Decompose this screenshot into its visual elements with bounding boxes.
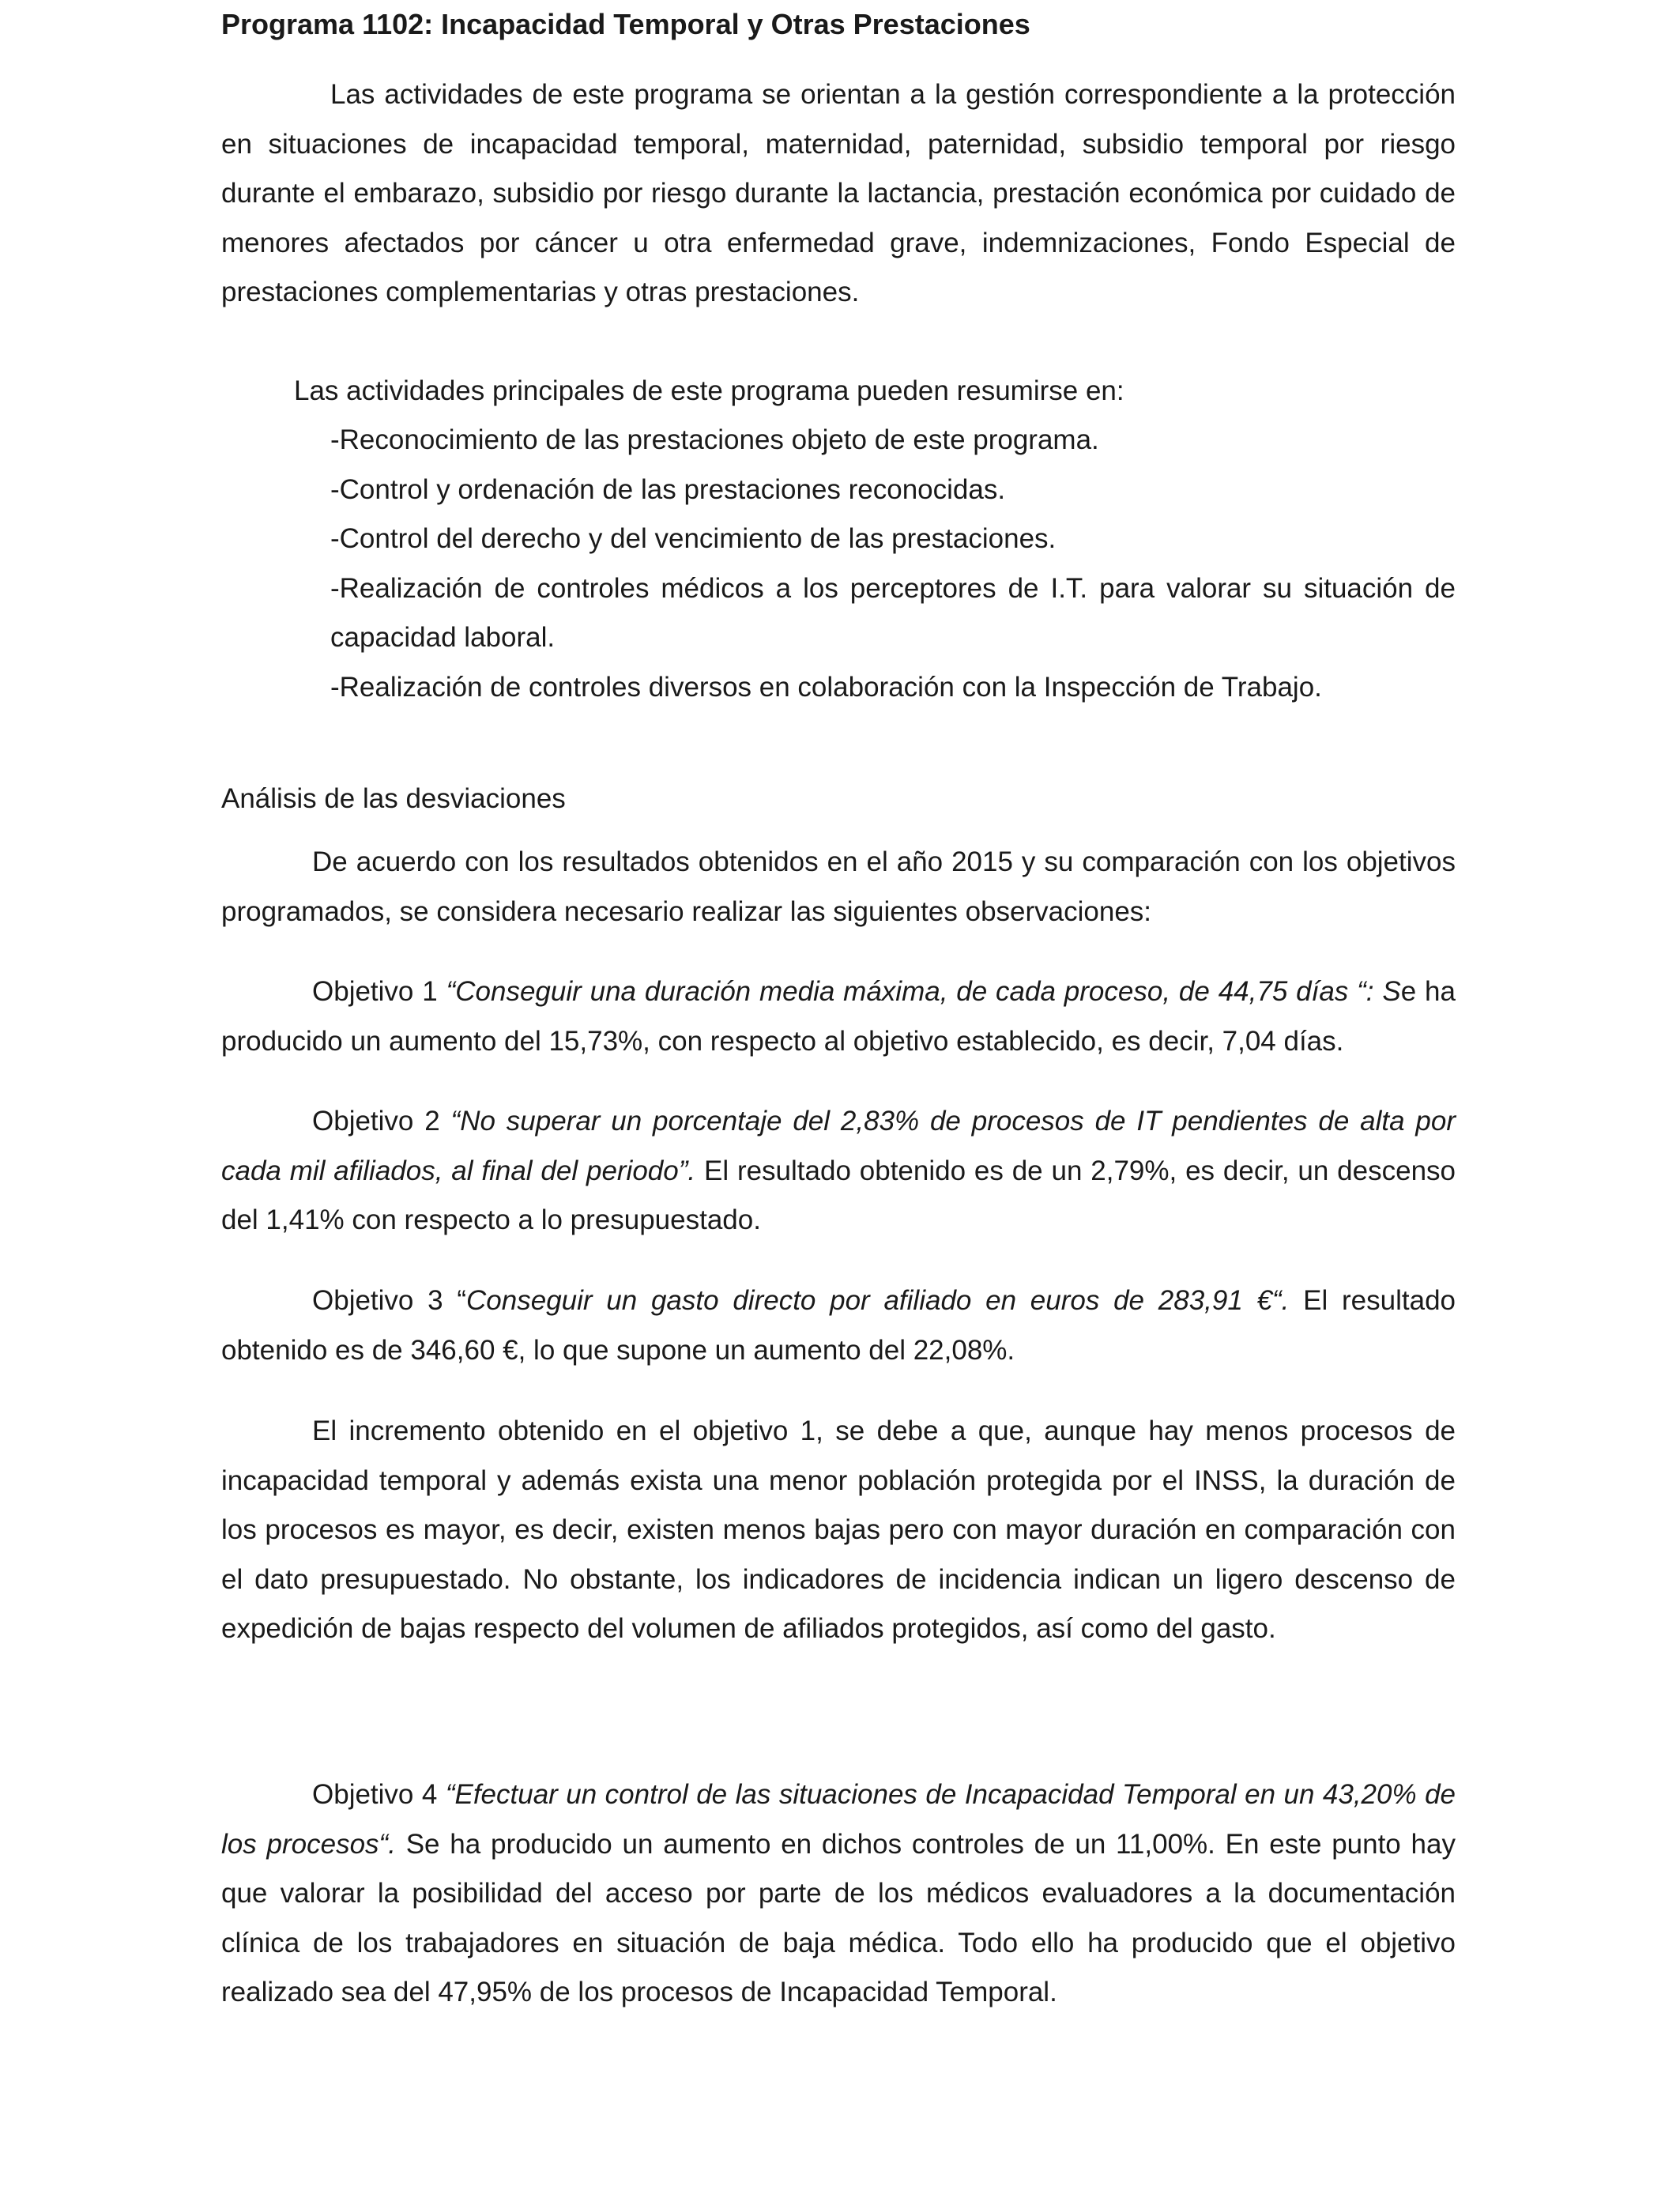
objective-1-paragraph (221, 967, 1456, 1066)
objective-1-quote: “Conseguir una duración media máxima, de cada proceso, de 44,75 días “: S (446, 976, 1401, 1007)
objective-4-quote: “Efectuar un control de las situaciones de Incapacidad Temporal en un 43,20% de los procesos“. (221, 1779, 1456, 1860)
objective-2-label: Objetivo 2 (312, 1106, 451, 1137)
objective-2-text: El resultado obtenido es de un 2,79%, es decir, un descenso del 1,41% con respecto a lo presupuestado. (221, 1155, 1456, 1235)
list-item: -Control y ordenación de las prestaciones reconocidas. (330, 473, 1006, 505)
increment-paragraph: El incremento obtenido en el objetivo 1, se debe a que, aunque hay menos procesos de incapacidad temporal y además exista una menor población protegida por el INSS, la duración de los procesos es mayor, es decir, existen menos bajas pero con mayor duración en comparación con el dato presupuestado. No obstante, los indicadores de incidencia indican un ligero descenso de expedición de bajas respecto del volumen de afiliados protegidos, así como del gasto. (221, 1416, 1456, 1644)
objective-3-quote: Conseguir un gasto directo por afiliado en euros de 283,91 €“. (466, 1285, 1290, 1316)
objective-2-quote: “No superar un porcentaje del 2,83% de procesos de IT pendientes de alta por cada mil afiliados, al final del periodo”. (221, 1106, 1456, 1186)
objective-3-label: Objetivo 3 “ (312, 1285, 467, 1316)
page-title: Programa 1102: Incapacidad Temporal y Otras Prestaciones (221, 8, 1030, 40)
objective-4-text: Se ha producido un aumento en dichos controles de un 11,00%. En este punto hay que valorar la posibilidad del acceso por parte de los médicos evaluadores a la documentación clínica de los trabajadores en situación de baja médica. Todo ello ha producido que el objetivo realizado sea del 47,95% de los procesos de Incapacidad Temporal. (221, 1828, 1456, 2007)
analysis-intro-paragraph: De acuerdo con los resultados obtenidos en el año 2015 y su comparación con los objetivos programados, se considera necesario realizar las siguientes observaciones: (221, 846, 1456, 927)
analysis-heading: Análisis de las desviaciones (221, 783, 566, 814)
objective-2-paragraph (221, 1097, 1456, 1246)
objective-4-label: Objetivo 4 (312, 1779, 446, 1810)
list-item: -Control del derecho y del vencimiento de las prestaciones. (330, 523, 1057, 554)
intro-paragraph: Las actividades de este programa se orientan a la gestión correspondiente a la protección en situaciones de incapacidad temporal, maternidad, paternidad, subsidio temporal por riesgo durante el embarazo, subsidio por riesgo durante la lactancia, prestación económica por cuidado de menores afectados por cáncer u otra enfermedad grave, indemnizaciones, Fondo Especial de prestaciones complementarias y otras prestaciones. (221, 79, 1456, 307)
objective-1-label: Objetivo 1 (312, 976, 446, 1007)
objective-4-paragraph (221, 1770, 1456, 2018)
objective-1-text: e ha producido un aumento del 15,73%, con respecto al objetivo establecido, es decir, 7,04 días. (221, 976, 1456, 1057)
list-item: -Reconocimiento de las prestaciones objeto de este programa. (330, 424, 1099, 455)
activities-list (330, 416, 1456, 712)
objective-3-text: El resultado obtenido es de 346,60 €, lo que supone un aumento del 22,08%. (221, 1285, 1456, 1366)
activities-heading: Las actividades principales de este programa pueden resumirse en: (294, 375, 1124, 406)
list-item: -Realización de controles médicos a los perceptores de I.T. para valorar su situación de capacidad laboral. (330, 572, 1456, 653)
list-item: -Realización de controles diversos en colaboración con la Inspección de Trabajo. (330, 671, 1322, 703)
objective-3-paragraph (221, 1276, 1456, 1375)
